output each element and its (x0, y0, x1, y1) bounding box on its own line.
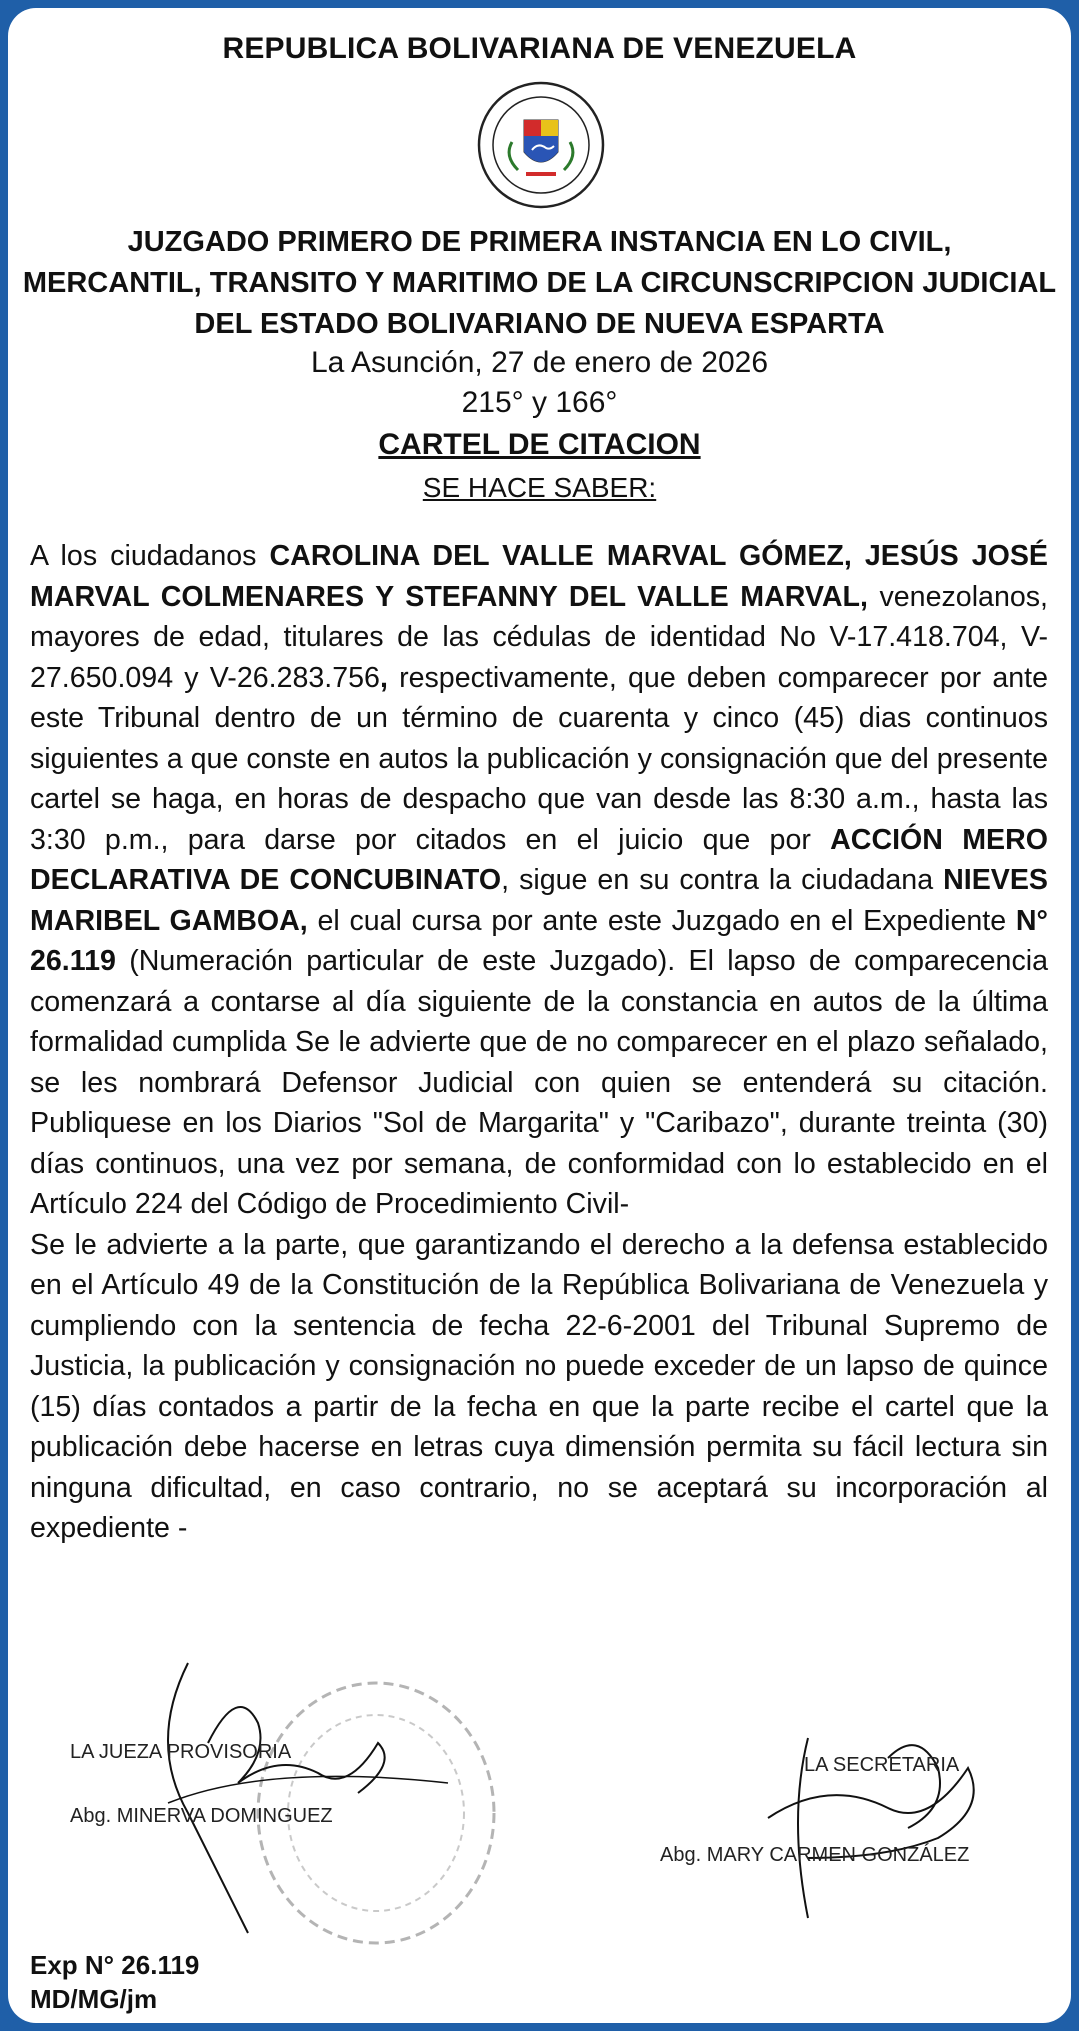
body-text: , sigue en su contra la ciudadana (501, 864, 944, 896)
independence-years: 215° y 166° (461, 386, 618, 419)
secretary-title: LA SECRETARIA (804, 1754, 960, 1776)
court-line: JUZGADO PRIMERO DE PRIMERA INSTANCIA EN LO CIVIL, (127, 226, 952, 258)
expediente-number: Exp N° 26.119 (30, 1950, 200, 1980)
notice-body (30, 536, 1048, 1549)
initials: MD/MG/jm (30, 1984, 158, 2014)
body-bold: , (379, 661, 388, 694)
body-text: (Numeración particular de este Juzgado). El lapso de comparecencia comenzará a contarse al día siguiente de la constancia en autos de la última formalidad cumplida Se le advierte que de no comparecer en el plazo señalado, se les nombrará Defensor Judicial con quien se entenderá su citación. Publiquese en los Diarios "Sol de Margarita" y "Caribazo", durante treinta (30) días continuos, una vez por semana, de conformidad con lo establecido en el Artículo 224 del Código de Procedimiento Civil- (30, 945, 1048, 1220)
judge-signature (148, 1623, 468, 1963)
issue-date: La Asunción, 27 de enero de 2026 (310, 346, 769, 379)
notice-title: CARTEL DE CITACION (378, 428, 701, 461)
case-number: N° 26.119 (30, 904, 1048, 977)
judge-name: Abg. MINERVA DOMINGUEZ (70, 1805, 333, 1827)
notice-card (8, 8, 1071, 2023)
country-title: REPUBLICA BOLIVARIANA DE VENEZUELA (222, 32, 857, 65)
court-line: MERCANTIL, TRANSITO Y MARITIMO DE LA CIRCUNSCRIPCION JUDICIAL (22, 267, 1057, 299)
defendants-names: CAROLINA DEL VALLE MARVAL GÓMEZ, JESÚS JOSÉ MARVAL COLMENARES Y STEFANNY DEL VALLE MARVAL, (30, 540, 1048, 613)
body-text: respectivamente, que deben comparecer por ante este Tribunal dentro de un término de cuarenta y cinco (45) dias continuos siguientes a que conste en autos la publicación y consignación que del presente cartel se haga, en horas de despacho que van desde las 8:30 a.m., hasta las 3:30 p.m., para darse por citados en el juicio que por (30, 661, 1048, 856)
court-name (8, 222, 1071, 345)
body-text: Se le advierte a la parte, que garantizando el derecho a la defensa establecido en el Artículo 49 de la Constitución de la República Bolivariana de Venezuela y cumpliendo con la sentencia de fecha 22-6-2001 del Tribunal Supremo de Justicia, la publicación y consignación no puede exceder de un lapso de quince (15) días contados a partir de la fecha en que la parte recibe el cartel que la publicación debe hacerse en letras cuya dimensión permita su fácil lectura sin ninguna dificultad, en caso contrario, no se aceptará su incorporación al expediente - (30, 1228, 1048, 1544)
judge-title: LA JUEZA PROVISORIA (70, 1741, 292, 1763)
footer-reference (30, 1948, 199, 2016)
secretary-name: Abg. MARY CARMEN GONZÁLEZ (660, 1844, 970, 1866)
notice-subtitle: SE HACE SABER: (422, 472, 657, 503)
body-text: A los ciudadanos (30, 540, 270, 572)
body-text: venezolanos, mayores de edad, titulares de las cédulas de identidad No V-17.418.704, V-27.650.094 y V-26.283.756 (30, 580, 1048, 694)
plaintiff-name: NIEVES MARIBEL GAMBOA, (30, 864, 1048, 937)
case-type: ACCIÓN MERO DECLARATIVA DE CONCUBINATO (30, 823, 1048, 896)
court-seal-icon (476, 80, 606, 210)
court-line: DEL ESTADO BOLIVARIANO DE NUEVA ESPARTA (194, 308, 885, 340)
body-text: el cual cursa por ante este Juzgado en el Expediente (307, 904, 1016, 937)
